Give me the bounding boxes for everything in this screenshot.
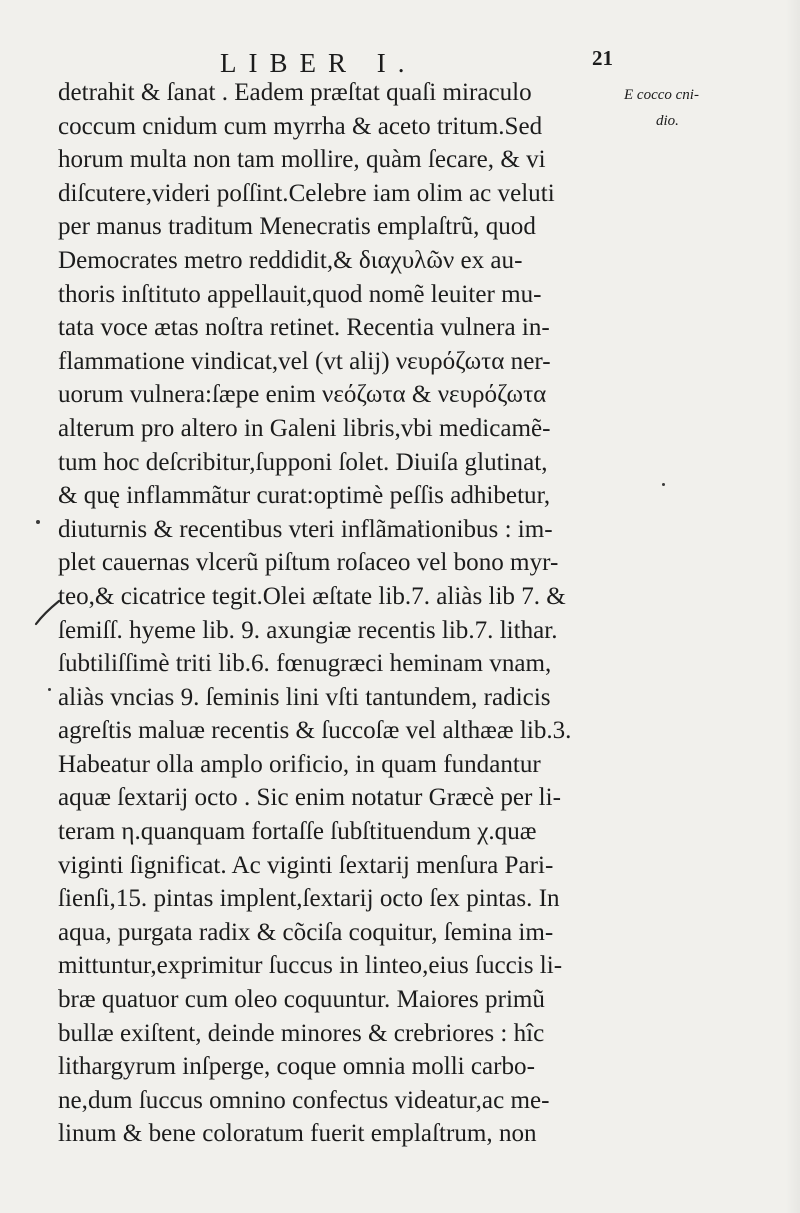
marginal-note-line: dio. [656,113,679,129]
text-line: detrahit & ſanat . Eadem præſtat quaſi miraculo [58,79,532,106]
text-line: diuturnis & recentibus vteri inflãmationibus : im- [58,515,553,543]
text-line: tum hoc deſcribitur,ſupponi ſolet. Diuiſa glutinat, [58,448,548,476]
text-line: bræ quatuor cum oleo coquuntur. Maiores primũ [58,986,545,1014]
text-line: teo,& cicatrice tegit.Olei æſtate lib.7. aliàs lib 7. & [58,582,566,610]
body-text [58,76,638,1151]
text-line: alterum pro altero in Galeni libris,vbi medicamẽ- [58,414,551,442]
text-line: viginti ſignificat. Ac viginti ſextarij menſura Pari- [58,851,554,879]
text-line: thoris inſtituto appellauit,quod nomẽ leuiter mu- [58,280,542,308]
text-line: ne,dum ſuccus omnino confectus videatur,ac me- [58,1086,550,1114]
text-line: aqua, purgata radix & cõciſa coquitur, ſemina im- [58,918,554,946]
text-line: diſcutere,videri poſſint.Celebre iam olim ac veluti [58,179,555,207]
text-line: plet cauernas vlcerũ piſtum roſaceo vel bono myr- [58,549,559,577]
text-line: horum multa non tam mollire, quàm ſecare, & vi [58,146,546,174]
text-line: lithargyrum inſperge, coque omnia molli carbo- [58,1053,535,1081]
text-line: teram η.quanquam fortaſſe ſubſtituendum χ.quæ [58,818,537,846]
page-edge [786,0,800,1213]
marginal-note [624,82,774,134]
text-line: Democrates metro reddidit,& διαχυλῶν ex au- [58,246,523,274]
ink-speck [662,483,665,486]
text-line: aquæ ſextarij octo . Sic enim notatur Græcè per li- [58,784,561,812]
text-line: ſubtiliſſimè triti lib.6. fœnugræci heminam vnam, [58,650,552,678]
text-line: & quę inflammãtur curat:optimè peſſis adhibetur, [58,482,551,510]
text-line: ſienſi,15. pintas implent,ſextarij octo ſex pintas. In [58,885,560,913]
text-line: Habeatur olla amplo orificio, in quam fundantur [58,750,541,778]
text-line: flammatione vindicat,vel (vt alij) νευρόζωτα ner- [58,347,551,375]
text-line: aliàs vncias 9. ſeminis lini vſti tantundem, radicis [58,683,551,711]
text-line: bullæ exiſtent, deinde minores & crebriores : hîc [58,1019,545,1047]
text-line: uorum vulnera:ſæpe enim νεόζωτα & νευρόζωτα [58,381,547,409]
text-line: per manus traditum Menecratis emplaſtrũ, quod [58,213,536,241]
ink-speck [48,688,51,691]
text-line: tata voce ætas noſtra retinet. Recentia vulnera in- [58,314,550,342]
text-line: ſemiſſ. hyeme lib. 9. axungiæ recentis lib.7. lithar. [58,616,558,644]
page-number: 21 [592,46,613,70]
text-line: linum & bene coloratum fuerit emplaſtrum, non [58,1120,537,1148]
text-line: agreſtis maluæ recentis & ſuccoſæ vel althææ lib.3. [58,717,572,745]
running-head: LIBER I. [220,48,417,78]
text-line: mittuntur,exprimitur ſuccus in linteo,eius ſuccis li- [58,952,563,980]
text-line: coccum cnidum cum myrrha & aceto tritum.Sed [58,112,543,140]
ink-speck [36,520,40,524]
marginal-note-line: E cocco cni- [624,87,699,103]
